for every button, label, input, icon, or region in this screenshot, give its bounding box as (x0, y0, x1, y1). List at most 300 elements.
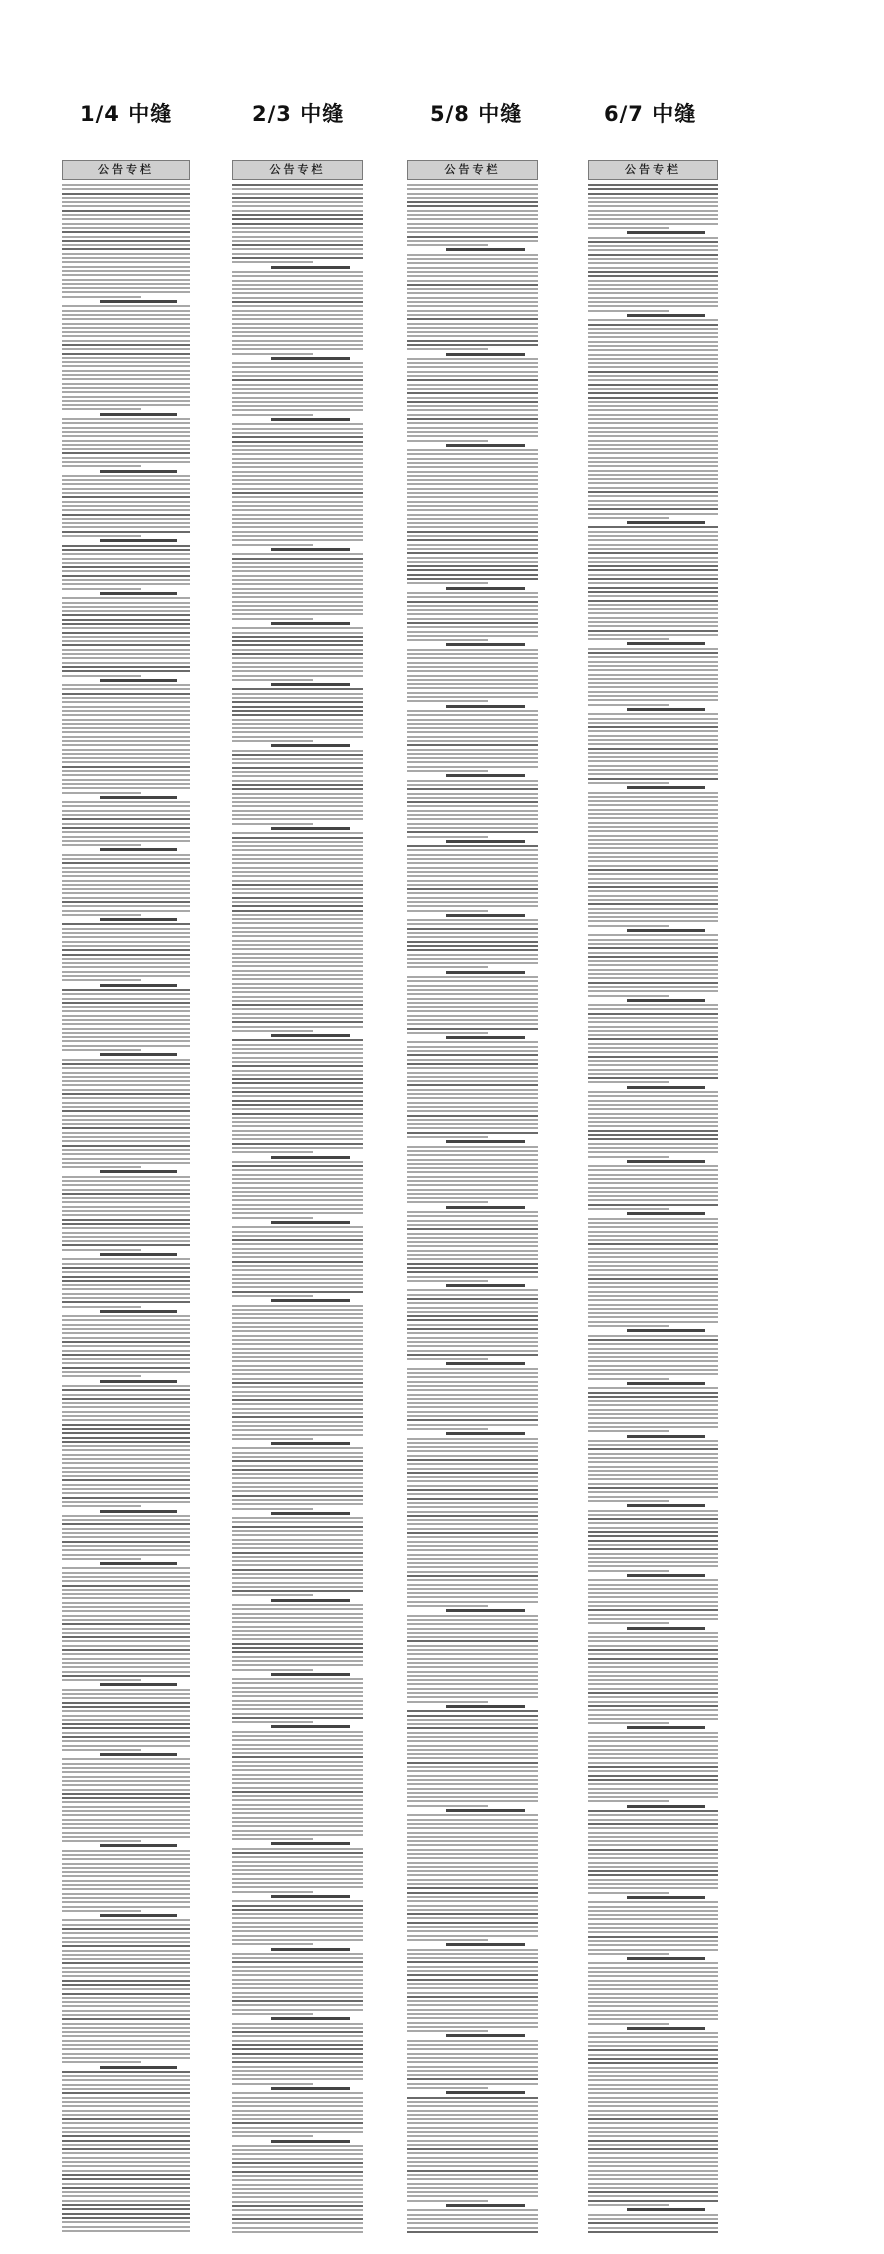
text-line (62, 854, 190, 856)
text-line (62, 814, 190, 816)
text-line (62, 2110, 190, 2112)
text-line (407, 1796, 538, 1798)
text-line (588, 1231, 718, 1233)
text-line (588, 305, 718, 307)
text-line (232, 2061, 363, 2063)
text-line (407, 1376, 538, 1378)
text-line (588, 1474, 718, 1476)
text-line (232, 2078, 363, 2080)
text-line (407, 1584, 538, 1586)
text-line (407, 862, 538, 864)
notice-title-line (100, 1253, 177, 1256)
text-line (62, 1467, 190, 1469)
text-line (232, 1752, 363, 1754)
text-line (62, 1541, 190, 1543)
text-line (232, 1117, 363, 1119)
text-line (588, 621, 718, 623)
text-line (62, 2101, 190, 2103)
text-line (232, 780, 363, 782)
text-line (407, 1276, 538, 1278)
text-line (407, 1887, 538, 1889)
text-line (407, 535, 538, 537)
text-line (62, 2213, 190, 2215)
column-body (62, 184, 190, 2234)
text-line (62, 2097, 190, 2099)
text-line (232, 1664, 363, 1666)
notice-title-line (100, 1510, 177, 1513)
text-line (62, 2048, 190, 2050)
text-line (232, 931, 363, 933)
text-line (62, 1189, 190, 1191)
text-line (62, 1032, 190, 1034)
text-line (232, 539, 363, 541)
text-line (407, 675, 538, 677)
text-line (407, 1983, 538, 1985)
text-line (588, 969, 718, 971)
text-line (407, 2187, 538, 2189)
text-line (407, 254, 538, 256)
text-line (588, 1840, 718, 1842)
text-line (407, 784, 538, 786)
text-line (407, 780, 538, 782)
text-line (588, 1705, 718, 1707)
text-line (232, 2201, 363, 2203)
text-line (588, 1500, 669, 1502)
text-line (232, 965, 363, 967)
text-line (407, 405, 538, 407)
text-line (588, 1348, 718, 1350)
text-line (232, 714, 363, 716)
text-line (62, 2005, 190, 2007)
text-line (407, 223, 538, 225)
text-line (62, 1549, 190, 1551)
text-line (232, 2013, 313, 2015)
text-line (407, 1800, 538, 1802)
text-line (62, 475, 190, 477)
text-line (232, 1070, 363, 1072)
text-line (407, 1715, 538, 1717)
text-line (232, 1530, 363, 1532)
text-line (588, 1218, 718, 1220)
text-line (588, 908, 718, 910)
text-line (588, 634, 718, 636)
text-line (407, 1913, 538, 1915)
text-line (407, 954, 538, 956)
notice-title-line (446, 353, 525, 356)
text-line (62, 1658, 190, 1660)
text-line (232, 1421, 363, 1423)
text-line (62, 1932, 190, 1934)
text-line (62, 1019, 190, 1021)
text-line (407, 845, 538, 847)
text-line (588, 1819, 718, 1821)
text-line (588, 934, 718, 936)
text-line (232, 1848, 363, 1850)
text-line (588, 956, 718, 958)
text-line (232, 805, 363, 807)
text-line (407, 801, 538, 803)
text-line (588, 184, 718, 186)
text-line (232, 884, 363, 886)
column-header: 公告专栏 (588, 160, 718, 180)
text-line (62, 941, 190, 943)
text-line (588, 517, 669, 519)
text-line (407, 2131, 538, 2133)
text-line (62, 2191, 190, 2193)
text-line (588, 1008, 718, 1010)
text-line (407, 1032, 488, 1034)
text-line (232, 1147, 363, 1149)
text-line (62, 1832, 190, 1834)
text-line (62, 923, 190, 925)
text-line (588, 2231, 718, 2233)
text-line (407, 1840, 538, 1842)
text-line (232, 1339, 363, 1341)
text-line (62, 1567, 190, 1569)
text-line (62, 214, 190, 216)
text-line (232, 1243, 363, 1245)
text-line (407, 1775, 538, 1777)
text-line (62, 1301, 190, 1303)
text-line (62, 1358, 190, 1360)
text-line (407, 880, 538, 882)
text-line (62, 823, 190, 825)
text-line (62, 706, 190, 708)
notice-title-line (627, 1329, 705, 1332)
notice-title-line (446, 2091, 525, 2094)
text-line (232, 688, 363, 690)
text-line (232, 2231, 363, 2233)
text-line (232, 1852, 363, 1854)
text-line (62, 1080, 190, 1082)
text-line (232, 531, 363, 533)
text-line (62, 1619, 190, 1621)
text-line (232, 1195, 363, 1197)
text-line (407, 1701, 488, 1703)
text-line (62, 240, 190, 242)
text-line (588, 2122, 718, 2124)
text-line (62, 710, 190, 712)
text-line (62, 1136, 190, 1138)
text-line (407, 1823, 538, 1825)
text-line (588, 678, 718, 680)
text-line (588, 2222, 718, 2224)
text-line (407, 941, 538, 943)
text-line (232, 1026, 363, 1028)
text-line (407, 1041, 538, 1043)
text-line (232, 1373, 363, 1375)
text-line (232, 509, 363, 511)
text-line (407, 358, 538, 360)
text-line (407, 1679, 538, 1681)
text-line (407, 1498, 538, 1500)
text-line (588, 1788, 718, 1790)
text-line (62, 184, 190, 186)
text-line (407, 1874, 538, 1876)
text-line (588, 882, 718, 884)
notice-title-line (271, 683, 350, 686)
text-line (588, 188, 718, 190)
text-line (588, 1557, 718, 1559)
text-line (232, 1838, 313, 1840)
text-line (588, 2079, 718, 2081)
text-line (588, 362, 718, 364)
text-line (407, 858, 538, 860)
text-line (62, 1693, 190, 1695)
text-line (62, 2217, 190, 2219)
text-line (407, 1649, 538, 1651)
text-line (62, 1072, 190, 1074)
text-line (588, 973, 718, 975)
text-line (232, 1282, 363, 1284)
text-line (407, 526, 538, 528)
text-line (407, 1463, 538, 1465)
text-line (232, 653, 363, 655)
text-line (232, 1121, 363, 1123)
text-line (232, 371, 363, 373)
text-line (62, 1332, 190, 1334)
text-line (407, 1749, 538, 1751)
text-line (588, 752, 718, 754)
text-line (407, 1892, 538, 1894)
text-line (407, 431, 538, 433)
text-line (62, 666, 190, 668)
text-line (588, 366, 718, 368)
text-line (407, 1745, 538, 1747)
text-line (232, 562, 363, 564)
text-line (62, 914, 141, 916)
text-line (588, 800, 718, 802)
text-line (232, 388, 363, 390)
text-line (232, 1900, 363, 1902)
text-line (232, 2166, 363, 2168)
text-line (62, 1158, 190, 1160)
text-line (62, 518, 190, 520)
text-line (407, 1862, 538, 1864)
text-line (232, 801, 363, 803)
text-line (62, 1045, 190, 1047)
text-line (232, 2214, 363, 2216)
text-line (407, 888, 538, 890)
text-line (62, 1675, 190, 1677)
text-line (407, 292, 538, 294)
text-line (407, 1549, 538, 1551)
text-line (407, 1485, 538, 1487)
text-line (588, 1518, 718, 1520)
text-line (588, 943, 718, 945)
text-line (232, 218, 363, 220)
text-line (232, 618, 313, 620)
text-line (588, 280, 718, 282)
text-line (407, 340, 538, 342)
text-line (232, 1365, 363, 1367)
text-line (232, 1348, 363, 1350)
text-line (62, 553, 190, 555)
text-line (232, 1891, 313, 1893)
text-line (588, 1496, 718, 1498)
text-line (407, 214, 538, 216)
text-line (62, 1814, 190, 1816)
text-line (407, 492, 538, 494)
text-line (232, 1416, 363, 1418)
text-line (407, 1905, 538, 1907)
text-line (62, 1623, 190, 1625)
text-line (407, 218, 538, 220)
text-line (407, 1996, 538, 1998)
text-line (407, 1406, 538, 1408)
text-line (407, 1063, 538, 1065)
text-line (62, 2035, 190, 2037)
text-line (588, 223, 718, 225)
text-line (407, 871, 538, 873)
text-line (62, 1924, 190, 1926)
text-line (232, 1408, 363, 1410)
text-line (232, 2171, 363, 2173)
text-line (588, 1757, 718, 1759)
text-line (62, 731, 190, 733)
text-line (588, 1722, 669, 1724)
text-line (588, 1736, 718, 1738)
text-line (588, 214, 718, 216)
text-line (232, 1100, 363, 1102)
text-line (232, 723, 363, 725)
text-line (62, 588, 141, 590)
text-line (232, 1178, 363, 1180)
text-line (407, 1523, 538, 1525)
text-line (588, 1199, 718, 1201)
text-line (407, 501, 538, 503)
text-line (232, 953, 363, 955)
text-line (232, 1356, 363, 1358)
text-line (407, 231, 538, 233)
text-line (588, 1588, 718, 1590)
text-line (588, 1426, 718, 1428)
text-line (588, 2165, 718, 2167)
text-line (407, 262, 538, 264)
text-line (62, 1653, 190, 1655)
text-line (588, 324, 718, 326)
notice-title-line (100, 679, 177, 682)
text-line (588, 1291, 718, 1293)
text-line (407, 1619, 538, 1621)
text-line (407, 1900, 538, 1902)
text-line (588, 205, 718, 207)
text-line (232, 788, 363, 790)
text-line (588, 2183, 718, 2185)
text-line (62, 958, 190, 960)
text-line (588, 1662, 718, 1664)
text-line (407, 557, 538, 559)
notice-title-line (271, 2017, 350, 2020)
text-line (232, 706, 363, 708)
text-line (62, 1679, 141, 1681)
text-line (232, 810, 363, 812)
text-line (588, 796, 718, 798)
text-line (588, 1853, 718, 1855)
text-line (62, 1523, 190, 1525)
text-line (407, 1736, 538, 1738)
text-line (407, 327, 538, 329)
notice-title-line (627, 1086, 705, 1089)
text-line (588, 1510, 718, 1512)
text-line (232, 940, 363, 942)
text-line (588, 1091, 718, 1093)
text-line (588, 397, 718, 399)
text-line (588, 630, 718, 632)
text-line (62, 1689, 190, 1691)
text-line (62, 949, 190, 951)
text-line (62, 427, 190, 429)
text-line (407, 805, 538, 807)
text-line (232, 231, 363, 233)
text-line (62, 1763, 190, 1765)
text-line (232, 1256, 363, 1258)
text-line (588, 699, 718, 701)
text-line (62, 1345, 190, 1347)
text-line (407, 1424, 538, 1426)
text-line (407, 945, 538, 947)
text-line (588, 1993, 718, 1995)
text-line (588, 1448, 718, 1450)
text-line (407, 622, 538, 624)
text-line (407, 1792, 538, 1794)
text-line (62, 1771, 190, 1773)
text-line (62, 1719, 190, 1721)
text-line (62, 323, 190, 325)
text-line (407, 314, 538, 316)
text-line (232, 1808, 363, 1810)
text-line (407, 2030, 488, 2032)
text-line (588, 440, 718, 442)
text-line (588, 2127, 718, 2129)
text-line (588, 604, 718, 606)
text-line (588, 765, 718, 767)
text-line (62, 1162, 190, 1164)
text-line (62, 1132, 190, 1134)
text-line (407, 197, 538, 199)
text-line (407, 210, 538, 212)
text-line (588, 1658, 718, 1660)
text-line (232, 2227, 363, 2229)
text-line (62, 1049, 141, 1051)
text-line (62, 261, 190, 263)
text-line (407, 657, 538, 659)
text-line (62, 2092, 190, 2094)
text-line (62, 1223, 190, 1225)
text-line (407, 1909, 538, 1911)
text-line (588, 1100, 718, 1102)
text-line (407, 1163, 538, 1165)
text-line (232, 1208, 363, 1210)
text-line (232, 1008, 363, 1010)
text-line (62, 2131, 190, 2133)
text-line (407, 814, 538, 816)
text-line (407, 582, 488, 584)
text-line (588, 271, 718, 273)
text-line (407, 1605, 488, 1607)
text-line (407, 696, 538, 698)
text-line (62, 971, 190, 973)
text-line (62, 197, 190, 199)
text-line (407, 849, 538, 851)
text-line (232, 1517, 363, 1519)
text-line (588, 1104, 718, 1106)
text-line (407, 2078, 538, 2080)
text-line (588, 197, 718, 199)
text-line (588, 1352, 718, 1354)
text-line (588, 1762, 718, 1764)
text-line (232, 449, 363, 451)
